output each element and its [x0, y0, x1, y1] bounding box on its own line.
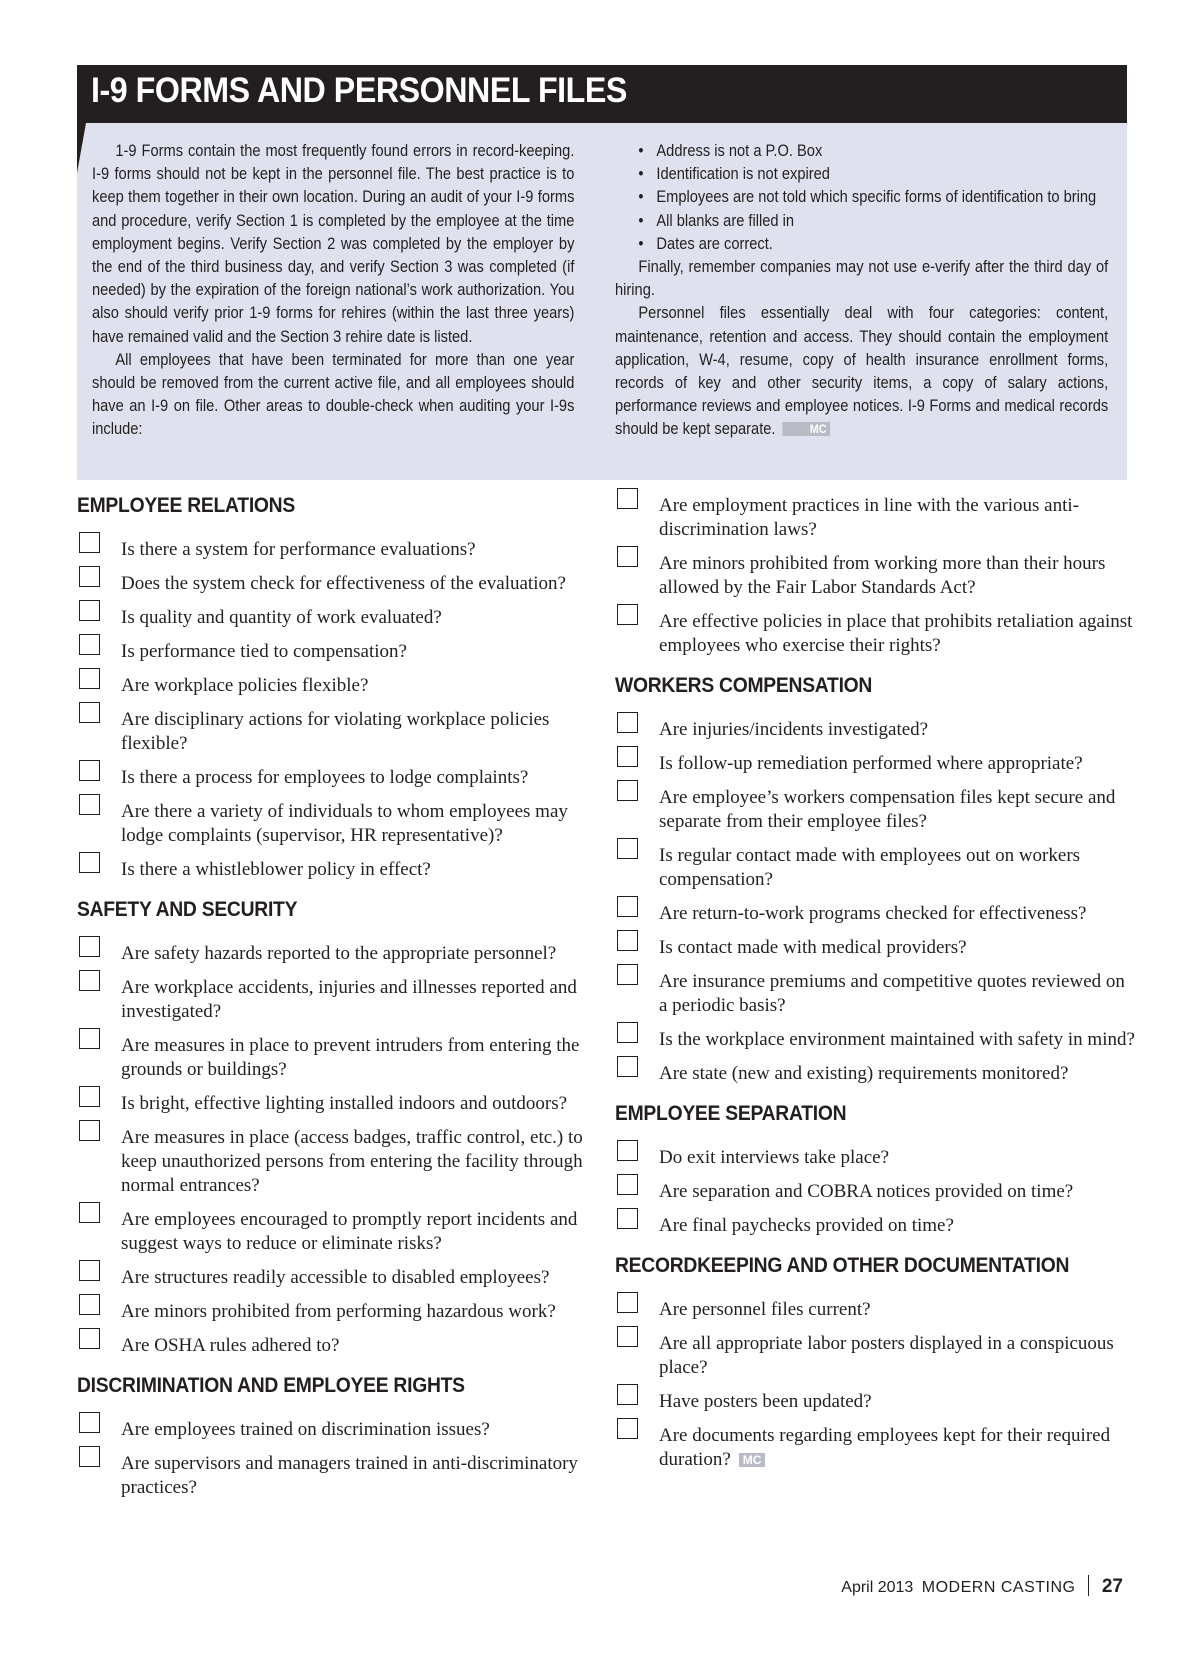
checklist-question-text: Is there a system for performance evaluations? [121, 539, 476, 560]
checkbox[interactable] [617, 1418, 638, 1439]
checklist-item [77, 1300, 587, 1324]
checklist-item [77, 1334, 587, 1358]
checklist-question-text: Is contact made with medical providers? [659, 937, 967, 958]
checklist-item [615, 1424, 1135, 1472]
intro-paragraph [615, 302, 1108, 441]
checklist-question [659, 752, 1135, 776]
checklist-group [615, 718, 1135, 1086]
checklist-question-text: Are employees encouraged to promptly report incidents and suggest ways to reduce or eliminate risks? [121, 1209, 578, 1254]
checkbox[interactable] [79, 1120, 100, 1141]
checklist-question [121, 1266, 587, 1290]
audit-check-list [615, 140, 1108, 256]
intro-box [77, 123, 1127, 480]
checklist-question-text: Are OSHA rules adhered to? [121, 1335, 340, 1356]
checkbox[interactable] [79, 566, 100, 587]
checkbox[interactable] [79, 760, 100, 781]
checkbox[interactable] [79, 1028, 100, 1049]
checklist-group [77, 1418, 587, 1500]
intro-paragraph: Finally, remember companies may not use e-verify after the third day of hiring. [615, 258, 1109, 300]
checklist-group [615, 1146, 1135, 1238]
checkbox[interactable] [79, 852, 100, 873]
checklist-question [121, 942, 587, 966]
checkbox[interactable] [617, 1140, 638, 1161]
checklist-item [77, 572, 587, 596]
intro-right-column [615, 140, 1108, 442]
checklist-item [615, 610, 1135, 658]
checklist-item [77, 766, 587, 790]
checklist-item [615, 1146, 1135, 1170]
article-title: I-9 FORMS AND PERSONNEL FILES [91, 71, 627, 110]
checklist-question [659, 494, 1135, 542]
checklist-question [121, 1208, 587, 1256]
checklist-question-text: Is performance tied to compensation? [121, 641, 407, 662]
checklist-question [121, 674, 587, 698]
checklist-question [121, 640, 587, 664]
checkbox[interactable] [617, 838, 638, 859]
intro-left-column [92, 140, 574, 442]
checklist-question-text: Is there a whistleblower policy in effect? [121, 859, 431, 880]
audit-check-item: • All blanks are filled in [615, 210, 1108, 233]
checklist-item [77, 1418, 587, 1442]
checkbox[interactable] [617, 1022, 638, 1043]
checklist-question-text: Do exit interviews take place? [659, 1147, 890, 1168]
checklist-question-text: Are workplace policies flexible? [121, 675, 369, 696]
checklist-group [77, 538, 587, 882]
section-heading: WORKERS COMPENSATION [615, 674, 873, 697]
checkbox[interactable] [79, 970, 100, 991]
checklist-question [121, 858, 587, 882]
checkbox[interactable] [617, 1056, 638, 1077]
mc-end-badge: MC [739, 1453, 766, 1467]
checkbox[interactable] [79, 668, 100, 689]
checklist-question-text: Are employees trained on discrimination issues? [121, 1419, 490, 1440]
checklist-question-text: Are supervisors and managers trained in anti-discriminatory practices? [121, 1453, 578, 1498]
checklist-question-text: Are minors prohibited from working more than their hours allowed by the Fair Labor Standards Act? [659, 553, 1106, 598]
checklist-question [659, 610, 1135, 658]
checklist-question-text: Is follow-up remediation performed where appropriate? [659, 753, 1083, 774]
checklist-question [121, 766, 587, 790]
checklist-right-column [615, 494, 1135, 1488]
checklist-item [77, 976, 587, 1024]
checklist-question-text: Are separation and COBRA notices provided on time? [659, 1181, 1074, 1202]
audit-check-item: • Dates are correct. [615, 233, 1108, 256]
checklist-item [615, 1214, 1135, 1238]
checkbox[interactable] [79, 532, 100, 553]
checkbox[interactable] [79, 936, 100, 957]
checklist-question [121, 800, 587, 848]
checklist-item [77, 708, 587, 756]
checkbox[interactable] [79, 1328, 100, 1349]
checklist-item [615, 552, 1135, 600]
checklist-question-text: Are effective policies in place that prohibits retaliation against employees who exercise their rights? [659, 611, 1133, 656]
checklist-item [77, 942, 587, 966]
checklist-question [659, 1390, 1135, 1414]
checklist-question [659, 1332, 1135, 1380]
section-heading: EMPLOYEE RELATIONS [77, 494, 295, 517]
checklist-item [77, 674, 587, 698]
checklist-item [615, 970, 1135, 1018]
checklist-question [121, 1452, 587, 1500]
checklist-item [77, 1126, 587, 1198]
checklist-item [615, 1332, 1135, 1380]
checklist-question-text: Are structures readily accessible to disabled employees? [121, 1267, 550, 1288]
checklist-question [659, 1146, 1135, 1170]
checklist-question [659, 844, 1135, 892]
checklist-item [77, 606, 587, 630]
checkbox[interactable] [617, 1208, 638, 1229]
checklist-question [121, 1126, 587, 1198]
intro-paragraph-text: Personnel files essentially deal with four categories: content, maintenance, retention and access. They should contain the employment application, W-4, resume, copy of health insurance enrollment forms, records of key and other security items, a copy of salary actions, performance reviews and employee notices. I-9 Forms and medical records should be kept separate. [615, 304, 1109, 439]
checklist-question [659, 902, 1135, 926]
checklist-question [121, 606, 587, 630]
checkbox[interactable] [617, 930, 638, 951]
section-heading: RECORDKEEPING AND OTHER DOCUMENTATION [615, 1254, 1070, 1277]
checkbox[interactable] [617, 712, 638, 733]
checklist-question [121, 708, 587, 756]
checkbox[interactable] [617, 1326, 638, 1347]
footer-divider [1088, 1575, 1090, 1596]
checklist-question [121, 572, 587, 596]
checklist-item [615, 752, 1135, 776]
checkbox[interactable] [79, 600, 100, 621]
checkbox[interactable] [79, 1294, 100, 1315]
checklist-question [121, 538, 587, 562]
checklist-item [615, 1028, 1135, 1052]
intro-paragraph: All employees that have been terminated for more than one year should be removed from the current active file, and all employees should have an I-9 on file. Other areas to double-check when auditing your I-9s include: [92, 350, 575, 439]
checklist-question [659, 718, 1135, 742]
page-footer [841, 1575, 1123, 1598]
checklist-question-text: Are final paychecks provided on time? [659, 1215, 954, 1236]
checklist-item [77, 858, 587, 882]
checklist-left-column [77, 494, 587, 1516]
checklist-item [615, 902, 1135, 926]
magazine-name: MODERN CASTING [921, 1579, 1076, 1596]
checklist-item [77, 1092, 587, 1116]
checklist-question-text: Are workplace accidents, injuries and illnesses reported and investigated? [121, 977, 577, 1022]
checklist-item [615, 494, 1135, 542]
checkbox[interactable] [617, 746, 638, 767]
checkbox[interactable] [617, 1174, 638, 1195]
checklist-item [615, 936, 1135, 960]
checklist-item [77, 538, 587, 562]
intro-paragraph: 1-9 Forms contain the most frequently found errors in record-keeping. I-9 forms should not be kept in the personnel file. The best practice is to keep them together in their own location. During an audit of your I-9 forms and procedure, verify Section 1 is completed by the employee at the time employment begins. Verify Section 2 was completed by the employer by the end of the third business day, and verify Section 3 was completed (if needed) by the expiration of the foreign national’s work authorization. You also should verify prior 1-9 forms for rehires (within the last three years) have remained valid and the Section 3 rehire date is listed. [92, 142, 575, 346]
checklist-item [615, 786, 1135, 834]
checklist-question [121, 1092, 587, 1116]
audit-check-item: • Address is not a P.O. Box [615, 140, 1108, 163]
section-heading: EMPLOYEE SEPARATION [615, 1102, 847, 1125]
checklist-item [77, 800, 587, 848]
checklist-item [77, 640, 587, 664]
checklist-question-text: Are disciplinary actions for violating workplace policies flexible? [121, 709, 550, 754]
checklist-question-text: Are injuries/incidents investigated? [659, 719, 929, 740]
checkbox[interactable] [617, 1384, 638, 1405]
checklist-question-text: Is quality and quantity of work evaluated? [121, 607, 442, 628]
checkbox[interactable] [79, 634, 100, 655]
checklist-question-text: Are state (new and existing) requirements monitored? [659, 1063, 1069, 1084]
checklist-question [659, 786, 1135, 834]
checklist-question-text: Is there a process for employees to lodge complaints? [121, 767, 529, 788]
page-number: 27 [1101, 1576, 1123, 1597]
checklist-question-text: Are safety hazards reported to the appropriate personnel? [121, 943, 557, 964]
checklist-question [121, 1300, 587, 1324]
checklist-question-text: Are there a variety of individuals to whom employees may lodge complaints (supervisor, HR representative)? [121, 801, 568, 846]
checklist-question [659, 936, 1135, 960]
audit-check-item: • Employees are not told which specific forms of identification to bring [615, 186, 1108, 209]
checklist-question [659, 1028, 1135, 1052]
checklist-question-text: Is regular contact made with employees out on workers compensation? [659, 845, 1081, 890]
checkbox[interactable] [617, 896, 638, 917]
checklist-question [659, 1298, 1135, 1322]
checkbox[interactable] [617, 488, 638, 509]
checkbox[interactable] [617, 964, 638, 985]
checkbox[interactable] [617, 1292, 638, 1313]
checklist-question-text: Are measures in place to prevent intruders from entering the grounds or buildings? [121, 1035, 580, 1080]
checklist-question-text: Are documents regarding employees kept for their required duration? [659, 1425, 1111, 1470]
mc-end-badge: MC [783, 422, 830, 436]
section-heading: DISCRIMINATION AND EMPLOYEE RIGHTS [77, 1374, 465, 1397]
article-header [77, 65, 1127, 123]
checklist-question [121, 1418, 587, 1442]
checklist-item [77, 1452, 587, 1500]
checklist-question [659, 1180, 1135, 1204]
checklist-question [121, 976, 587, 1024]
checklist-item [615, 718, 1135, 742]
checkbox[interactable] [79, 794, 100, 815]
checkbox[interactable] [617, 604, 638, 625]
checklist-question-text: Have posters been updated? [659, 1391, 872, 1412]
checklist-question-text: Are employment practices in line with the various anti-discrimination laws? [659, 495, 1079, 540]
checklist-question [659, 1424, 1135, 1472]
checklist-question [659, 1062, 1135, 1086]
checklist-question [659, 552, 1135, 600]
checklist-item [615, 1180, 1135, 1204]
checklist-question-text: Are all appropriate labor posters displayed in a conspicuous place? [659, 1333, 1114, 1378]
checklist-item [77, 1208, 587, 1256]
checklist-question-text: Are employee’s workers compensation files kept secure and separate from their employee files? [659, 787, 1116, 832]
checklist-question-text: Are personnel files current? [659, 1299, 871, 1320]
checklist-question-text: Are measures in place (access badges, traffic control, etc.) to keep unauthorized persons from entering the facility through normal entrances? [121, 1127, 583, 1196]
checkbox[interactable] [79, 1412, 100, 1433]
checklist-question-text: Are return-to-work programs checked for effectiveness? [659, 903, 1087, 924]
checklist-item [615, 844, 1135, 892]
checklist-group [77, 942, 587, 1358]
checklist-question [121, 1334, 587, 1358]
checklist-question [659, 970, 1135, 1018]
checkbox[interactable] [79, 702, 100, 723]
checklist-question-text: Are insurance premiums and competitive quotes reviewed on a periodic basis? [659, 971, 1125, 1016]
issue-date: April 2013 [841, 1579, 914, 1596]
audit-check-item: • Identification is not expired [615, 163, 1108, 186]
checklist-question-text: Is bright, effective lighting installed indoors and outdoors? [121, 1093, 568, 1114]
checklist-item [615, 1390, 1135, 1414]
checklist-item [77, 1034, 587, 1082]
checkbox[interactable] [79, 1086, 100, 1107]
section-heading: SAFETY AND SECURITY [77, 898, 298, 921]
checklist-question-text: Are minors prohibited from performing hazardous work? [121, 1301, 556, 1322]
checklist-question-text: Does the system check for effectiveness of the evaluation? [121, 573, 566, 594]
checklist-item [615, 1062, 1135, 1086]
intro-corner-notch [77, 123, 86, 173]
checklist-group [615, 494, 1135, 658]
checklist-item [77, 1266, 587, 1290]
checklist-question [121, 1034, 587, 1082]
checkbox[interactable] [79, 1446, 100, 1467]
checklist-question [659, 1214, 1135, 1238]
checkbox[interactable] [617, 780, 638, 801]
checkbox[interactable] [617, 546, 638, 567]
checklist-question-text: Is the workplace environment maintained with safety in mind? [659, 1029, 1135, 1050]
checkbox[interactable] [79, 1202, 100, 1223]
checkbox[interactable] [79, 1260, 100, 1281]
checklist-item [615, 1298, 1135, 1322]
checklist-group [615, 1298, 1135, 1472]
